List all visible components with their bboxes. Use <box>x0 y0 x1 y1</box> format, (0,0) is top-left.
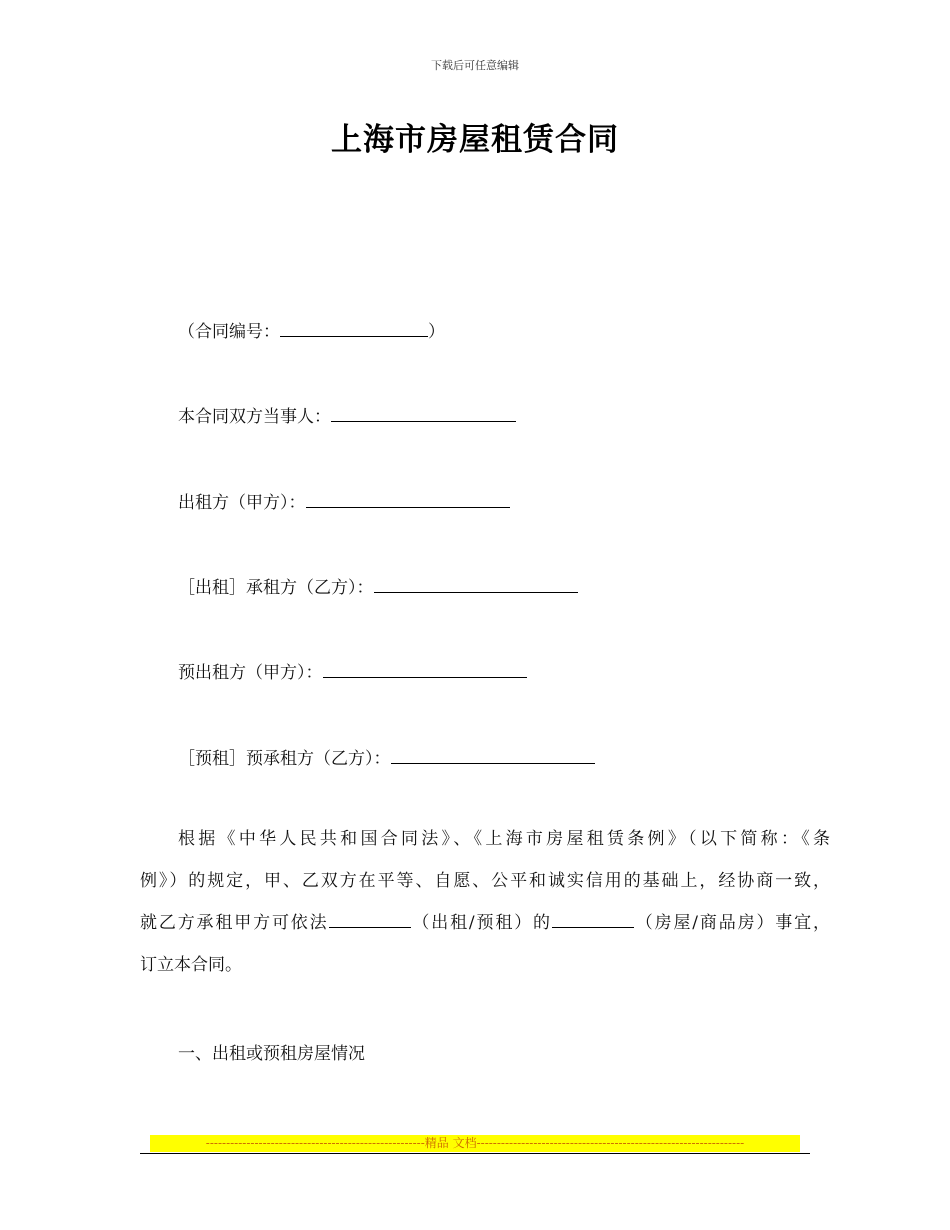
contract-number-line <box>178 318 445 344</box>
footer-dashes-right: ------------------------------------------------------------------ <box>476 1136 745 1150</box>
intro-row-3-part-a: 就乙方承租甲方可依法 <box>140 913 329 933</box>
parties-line <box>178 403 516 429</box>
contract-number-suffix: ） <box>428 322 445 342</box>
pre-lessor-blank[interactable] <box>323 659 527 678</box>
footer-label: 精品 文档 <box>424 1136 477 1150</box>
footer-watermark-band <box>150 1135 800 1152</box>
intro-row-1: 根据《中华人民共和国合同法》、《上海市房屋租赁条例》（以下简称：《条 <box>178 829 830 849</box>
header-note: 下载后可任意编辑 <box>431 59 519 72</box>
contract-number-blank[interactable] <box>280 318 428 337</box>
intro-row-2: 例》）的规定，甲、乙双方在平等、自愿、公平和诚实信用的基础上，经协商一致， <box>140 871 830 891</box>
intro-row-3 <box>140 902 830 944</box>
parties-label: 本合同双方当事人： <box>178 407 331 427</box>
lessor-label: 出租方（甲方）： <box>178 493 306 513</box>
lessor-blank[interactable] <box>306 489 510 508</box>
section-1-heading: 一、出租或预租房屋情况 <box>178 1044 365 1064</box>
lease-type-blank[interactable] <box>329 909 411 928</box>
contract-number-prefix: （合同编号： <box>178 322 280 342</box>
pre-lessee-label: ［预租］预承租方（乙方）： <box>178 749 391 769</box>
footer-rule <box>140 1153 810 1154</box>
lessor-line <box>178 489 510 515</box>
intro-paragraph <box>140 818 830 986</box>
lessee-line <box>178 574 578 600</box>
pre-lessee-line <box>178 745 595 771</box>
pre-lessor-label: 预出租方（甲方）： <box>178 663 323 683</box>
footer-dashes-left: ------------------------------------------------------ <box>205 1136 425 1150</box>
pre-lessor-line <box>178 659 527 685</box>
intro-row-4: 订立本合同。 <box>140 955 242 975</box>
document-title: 上海市房屋租赁合同 <box>331 122 619 158</box>
property-type-blank[interactable] <box>552 909 634 928</box>
intro-row-3-part-b: （出租/预租）的 <box>410 913 552 933</box>
parties-blank[interactable] <box>331 403 516 422</box>
lessee-blank[interactable] <box>374 574 578 593</box>
lessee-label: ［出租］承租方（乙方）： <box>178 578 374 598</box>
pre-lessee-blank[interactable] <box>391 745 595 764</box>
intro-row-3-part-c: （房屋/商品房）事宜， <box>633 913 830 933</box>
